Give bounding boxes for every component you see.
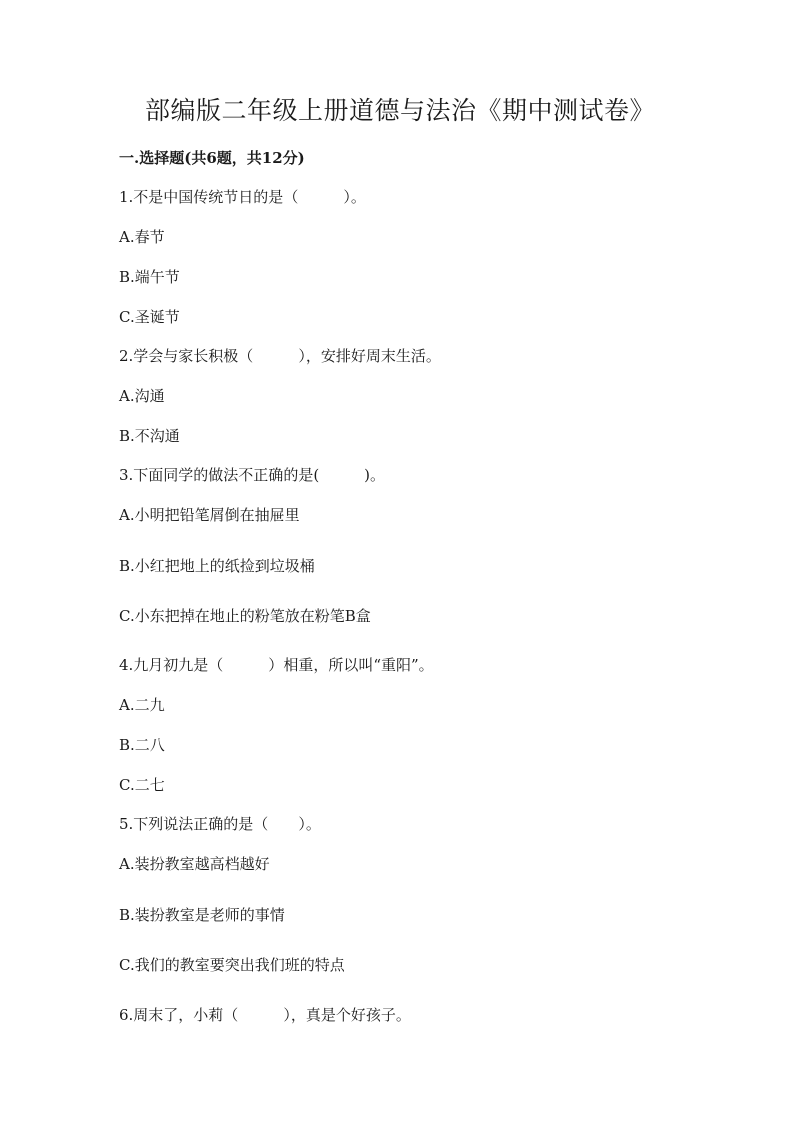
- question-stem: 3.下面同学的做法不正确的是( )。: [119, 466, 386, 484]
- answer-option: B.不沟通: [119, 427, 180, 445]
- answer-option: C.我们的教室要突出我们班的特点: [119, 956, 345, 974]
- answer-option: B.装扮教室是老师的事情: [119, 906, 285, 924]
- question-stem: 1.不是中国传统节日的是（ ）。: [119, 188, 366, 206]
- answer-option: A.二九: [119, 696, 165, 714]
- answer-option: C.二七: [119, 776, 165, 794]
- answer-option: B.小红把地上的纸捡到垃圾桶: [119, 557, 315, 575]
- answer-option: A.春节: [119, 228, 165, 246]
- answer-option: A.小明把铅笔屑倒在抽屉里: [119, 506, 300, 524]
- answer-option: A.沟通: [119, 387, 165, 405]
- question-stem: 4.九月初九是（ ）相重，所以叫“重阳”。: [119, 656, 434, 674]
- answer-option: C.小东把掉在地止的粉笔放在粉笔B盒: [119, 607, 371, 625]
- answer-option: B.二八: [119, 736, 165, 754]
- answer-option: C.圣诞节: [119, 308, 180, 326]
- question-stem: 6.周末了，小莉（ ），真是个好孩子。: [119, 1006, 411, 1024]
- question-stem: 5.下列说法正确的是（ ）。: [119, 815, 321, 833]
- question-stem: 2.学会与家长积极（ ），安排好周末生活。: [119, 347, 441, 365]
- answer-option: A.装扮教室越高档越好: [119, 855, 270, 873]
- page-title: 部编版二年级上册道德与法治《期中测试卷》: [144, 96, 655, 125]
- answer-option: B.端午节: [119, 268, 180, 286]
- section-heading: 一.选择题(共6题，共12分): [119, 149, 305, 167]
